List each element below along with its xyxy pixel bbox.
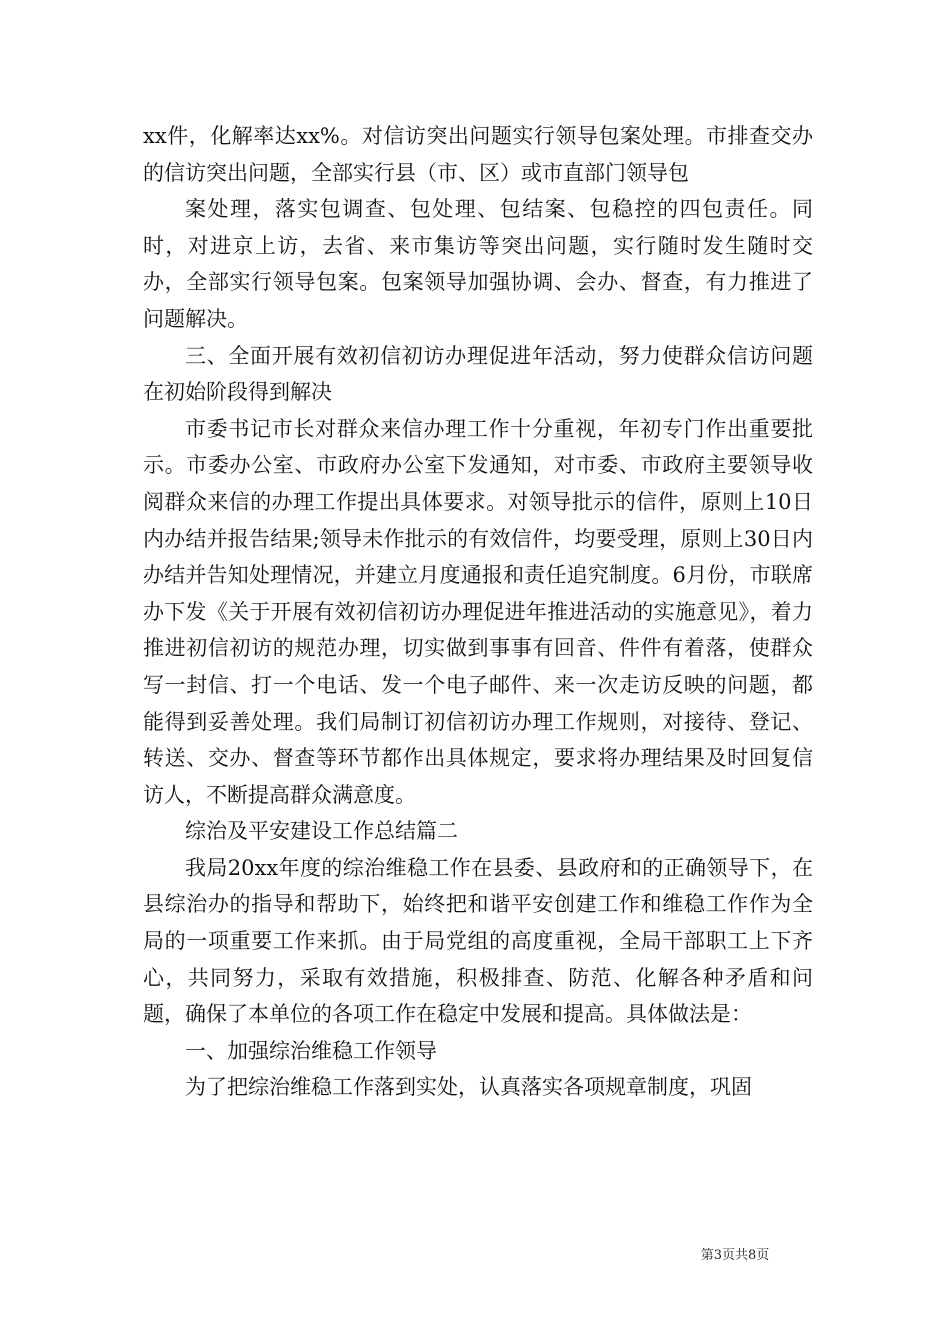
paragraph-1: xx件，化解率达xx%。对信访突出问题实行领导包案处理。市排查交办的信访突出问题，全部实行县（市、区）或市直部门领导包 [143, 124, 813, 185]
section-heading-3: 三、全面开展有效初信初访办理促进年活动，努力使群众信访问题在初始阶段得到解决 [143, 343, 813, 405]
document-body [143, 118, 813, 1106]
page-number: 第3页共8页 [700, 1248, 770, 1263]
paragraph-8: 为了把综治维稳工作落到实处，认真落实各项规章制度，巩固 [185, 1075, 752, 1100]
page-footer [0, 1244, 950, 1263]
section-heading-1: 一、加强综治维稳工作领导 [185, 1038, 437, 1063]
article-title-2: 综治及平安建设工作总结篇二 [185, 819, 458, 844]
paragraph-2: 案处理，落实包调查、包处理、包结案、包稳控的四包责任。同时，对进京上访，去省、来市集访等突出问题，实行随时发生随时交办，全部实行领导包案。包案领导加强协调、会办、督查，有力推进了问题解决。 [143, 197, 813, 331]
paragraph-4: 市委书记市长对群众来信办理工作十分重视，年初专门作出重要批示。市委办公室、市政府办公室下发通知，对市委、市政府主要领导收阅群众来信的办理工作提出具体要求。对领导批示的信件，原则上10日内办结并报告结果;领导未作批示的有效信件，均要受理，原则上30日内办结并告知处理情况，并建立月度通报和责任追究制度。6月份，市联席办下发《关于开展有效初信初访办理促进年推进活动的实施意见》，着力推进初信初访的规范办理，切实做到事事有回音、件件有着落，使群众写一封信、打一个电话、发一个电子邮件、来一次走访反映的问题，都能得到妥善处理。我们局制订初信初访办理工作规则，对接待、登记、转送、交办、督查等环节都作出具体规定，要求将办理结果及时回复信访人，不断提高群众满意度。 [143, 416, 813, 807]
paragraph-6: 我局20xx年度的综治维稳工作在县委、县政府和的正确领导下，在县综治办的指导和帮助下，始终把和谐平安创建工作和维稳工作作为全局的一项重要工作来抓。由于局党组的高度重视，全局干部职工上下齐心，共同努力，采取有效措施，积极排查、防范、化解各种矛盾和问题，确保了本单位的各项工作在稳定中发展和提高。具体做法是： [143, 855, 813, 1027]
